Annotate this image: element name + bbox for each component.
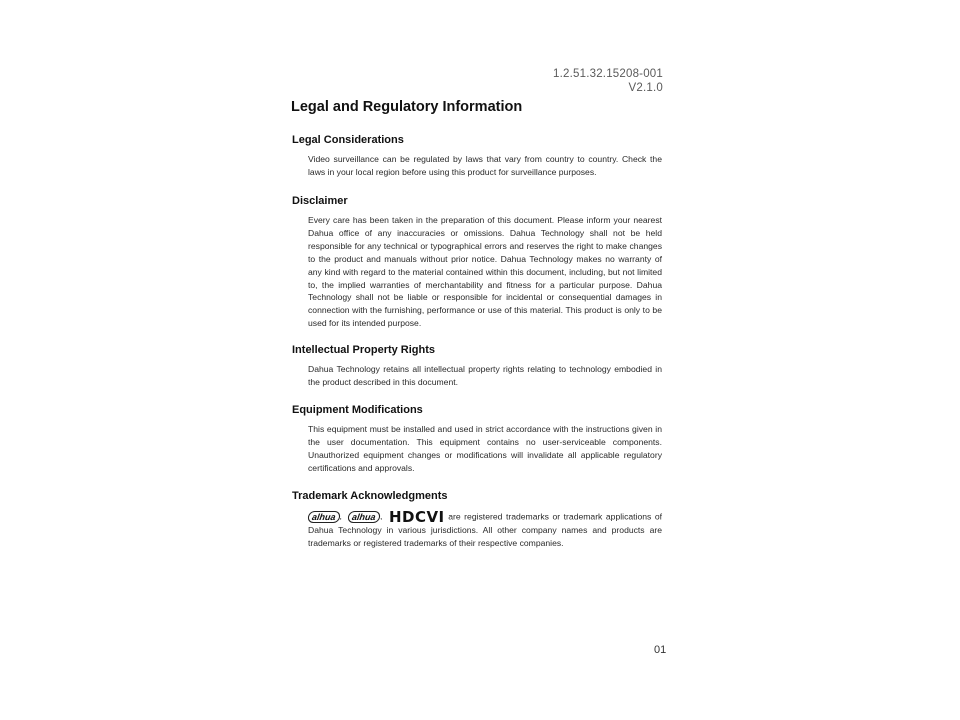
section-heading: Trademark Acknowledgments bbox=[292, 490, 448, 502]
section-trademark-acknowledgments bbox=[292, 489, 662, 550]
document-code bbox=[553, 67, 663, 95]
dahua-logo: alhua bbox=[307, 511, 340, 523]
section-body: Every care has been taken in the preparation of this document. Please inform your nearest Dahua office of any inaccuracies or omissions. Dahua Technology shall not be held responsible for any technical or typographical errors and reserves the right to make changes to the product and manuals without prior notice. Dahua Technology makes no warranty of any kind with regard to the material contained within this document, including, but not limited to, the implied warranties of merchantability and fitness for a particular purpose. Dahua Technology shall not be liable or responsible for incidental or consequential damages in connection with the furnishing, performance or use of this material. This product is only to be used for its intended purpose. bbox=[308, 215, 662, 329]
section-heading: Equipment Modifications bbox=[292, 404, 423, 416]
section-legal-considerations bbox=[292, 133, 662, 179]
section-heading: Legal Considerations bbox=[292, 134, 404, 146]
page-title: Legal and Regulatory Information bbox=[291, 99, 523, 115]
document-number: 1.2.51.32.15208-001 bbox=[553, 68, 663, 80]
trademark-body: are registered trademarks or trademark applications of Dahua Technology in various jurisdictions. All other company names and products are trademarks or registered trademarks of their respective companies. bbox=[308, 511, 663, 548]
section-disclaimer bbox=[292, 194, 662, 330]
trademark-text: alhua , alhua , HDCVI are registered trademarks or trademark applications of Dahua Technology in various jurisdictions. All other company names and products are trademarks or registered trademarks of their respective companies. bbox=[308, 508, 663, 548]
page-number: 01 bbox=[654, 644, 667, 656]
section-body: This equipment must be installed and used in strict accordance with the instructions given in the user documentation. This equipment contains no user-serviceable components. Unauthorized equipment changes or modifications will invalidate all applicable regulatory certifications and approvals. bbox=[308, 424, 662, 473]
section-body: Dahua Technology retains all intellectual property rights relating to technology embodied in the product described in this document. bbox=[308, 364, 662, 387]
section-body: Video surveillance can be regulated by laws that vary from country to country. Check the laws in your local region before using this product for surveillance purposes. bbox=[308, 154, 662, 177]
section-heading: Disclaimer bbox=[292, 195, 348, 207]
section-heading: Intellectual Property Rights bbox=[292, 344, 436, 356]
dahua-logo-alt: alhua bbox=[348, 511, 381, 523]
hdcvi-logo: HDCVI bbox=[388, 508, 445, 526]
section-intellectual-property bbox=[292, 343, 662, 389]
document-version: V2.1.0 bbox=[628, 82, 663, 94]
section-equipment-modifications bbox=[292, 403, 662, 475]
